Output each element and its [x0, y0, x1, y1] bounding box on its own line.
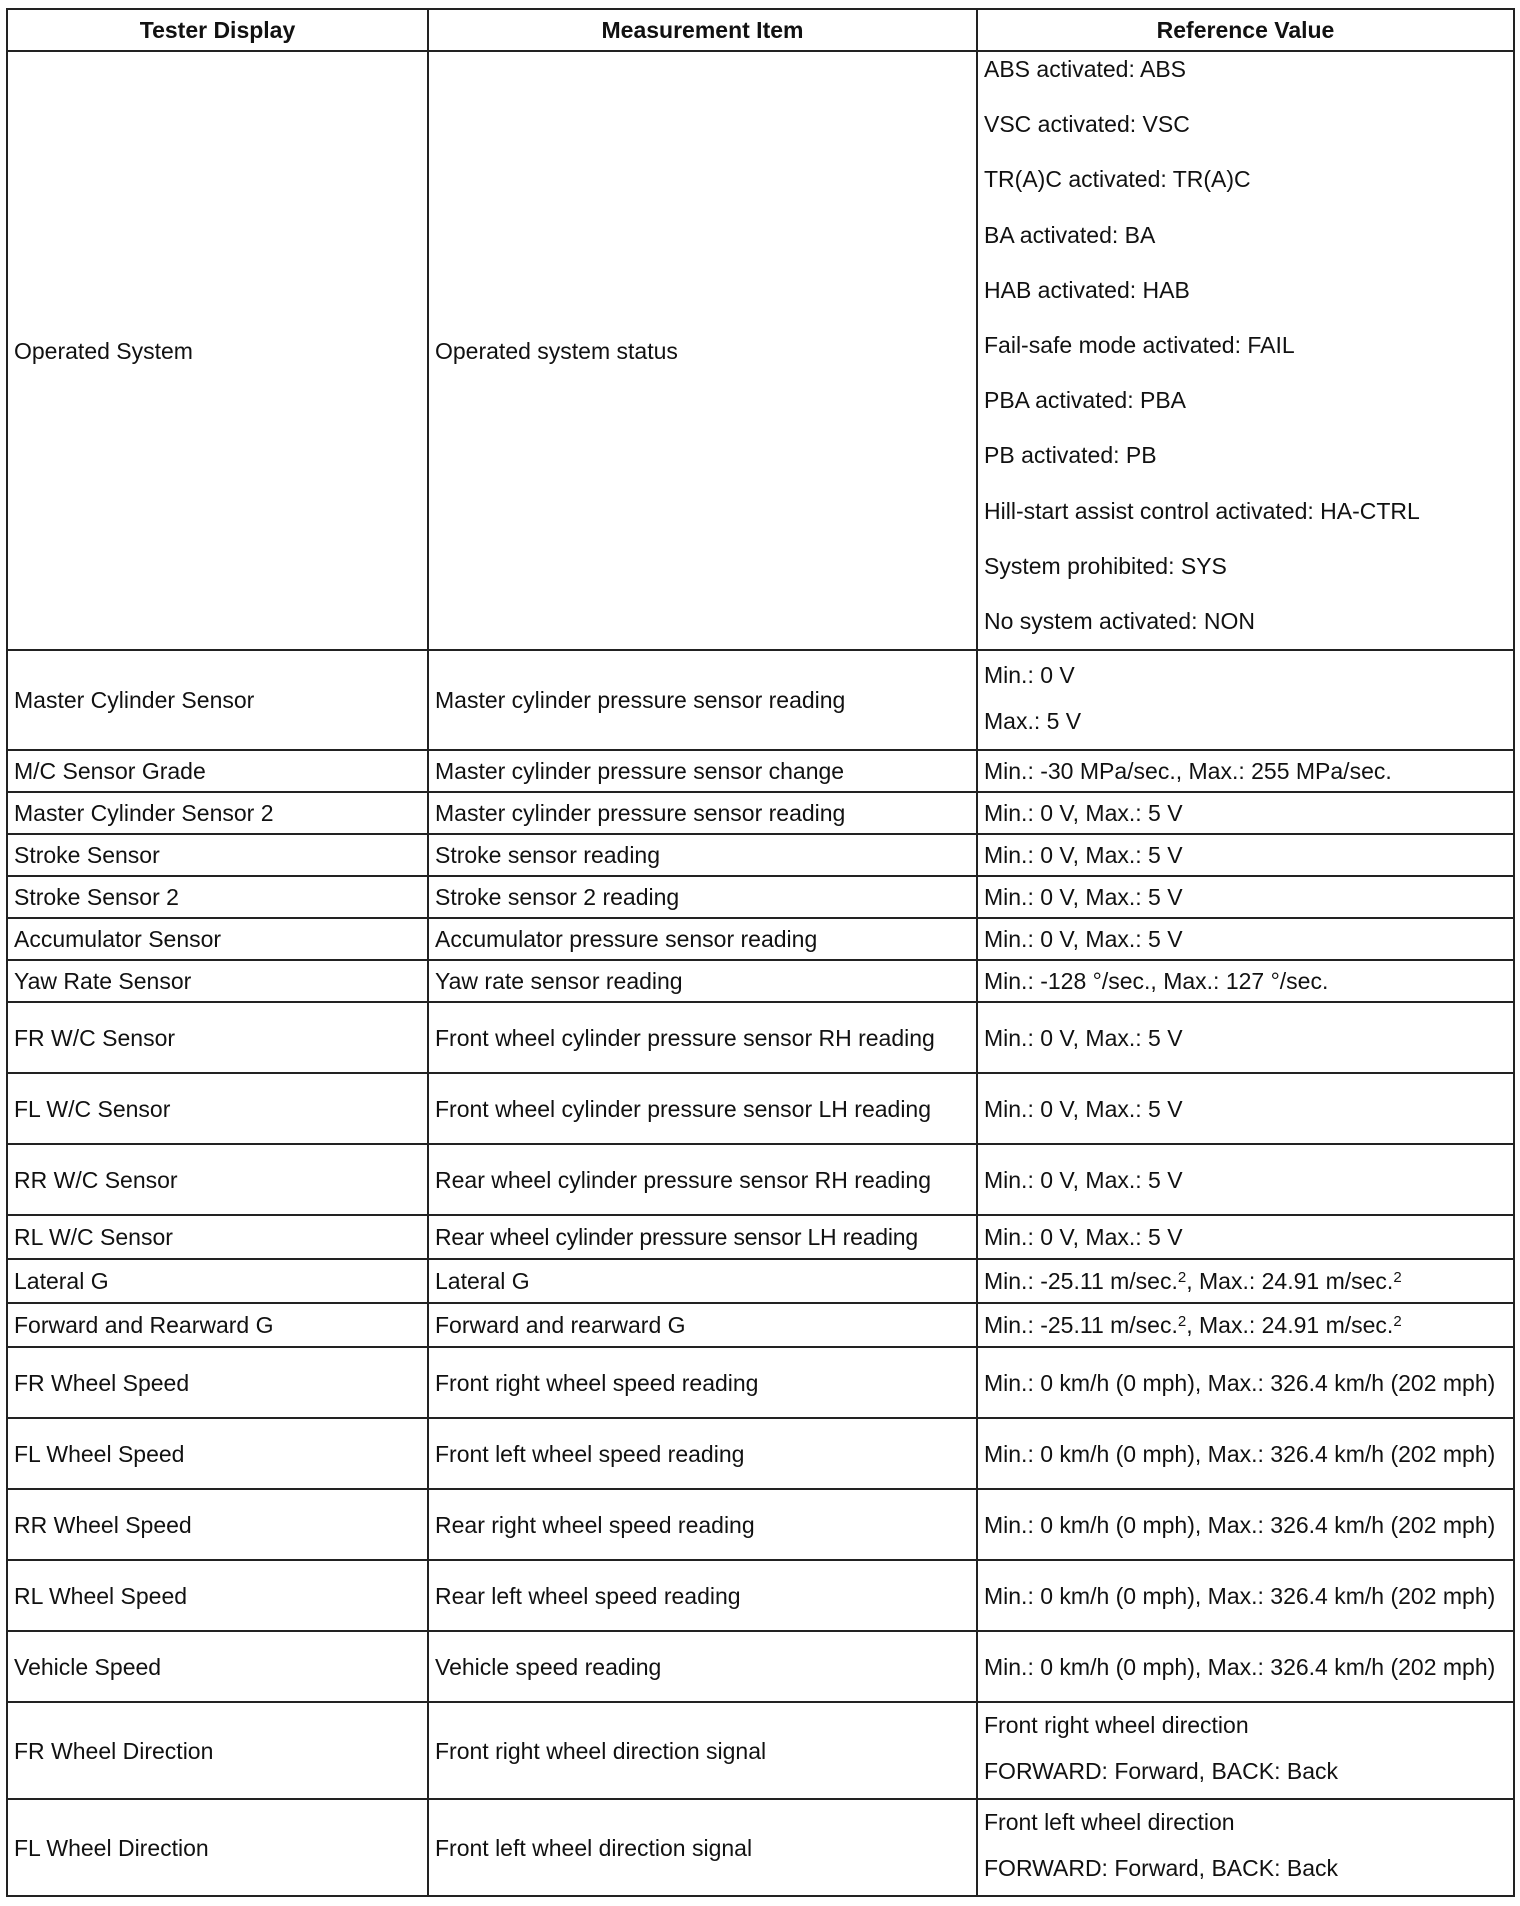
reference-value-cell: Min.: 0 V, Max.: 5 V — [977, 918, 1514, 960]
reference-value-line: ABS activated: ABS — [984, 56, 1187, 82]
reference-value-cell: Min.: 0 V, Max.: 5 V — [977, 792, 1514, 834]
tester-display-cell: RL Wheel Speed — [7, 1560, 428, 1631]
reference-value-cell: Min.: 0 V, Max.: 5 V — [977, 1215, 1514, 1259]
reference-value-cell — [977, 51, 1514, 650]
reference-value-list — [984, 1702, 1507, 1794]
reference-value-cell — [977, 1259, 1514, 1303]
table-row — [7, 960, 1514, 1002]
tester-display-cell: Forward and Rearward G — [7, 1303, 428, 1347]
measurement-item-cell: Master cylinder pressure sensor reading — [428, 792, 977, 834]
table-row — [7, 1347, 1514, 1418]
table-row — [7, 1073, 1514, 1144]
tester-display-cell: Vehicle Speed — [7, 1631, 428, 1702]
measurement-item-cell: Rear right wheel speed reading — [428, 1489, 977, 1560]
tester-display-cell: Stroke Sensor — [7, 834, 428, 876]
reference-value-list — [984, 652, 1507, 744]
reference-value-cell: Min.: 0 V, Max.: 5 V — [977, 1073, 1514, 1144]
table-row — [7, 1002, 1514, 1073]
reference-value-cell: Min.: 0 km/h (0 mph), Max.: 326.4 km/h (202 mph) — [977, 1418, 1514, 1489]
reference-value-cell: Min.: 0 V, Max.: 5 V — [977, 1144, 1514, 1215]
header-tester-display: Tester Display — [7, 9, 428, 51]
reference-value-list — [984, 42, 1507, 649]
tester-display-cell: Master Cylinder Sensor 2 — [7, 792, 428, 834]
table-row — [7, 876, 1514, 918]
table-row — [7, 1259, 1514, 1303]
reference-value-line: Hill-start assist control activated: HA-CTRL — [984, 497, 1420, 524]
measurement-item-cell: Front left wheel direction signal — [428, 1799, 977, 1896]
measurement-item-cell: Front right wheel speed reading — [428, 1347, 977, 1418]
superscript-exponent: 2 — [1393, 1269, 1402, 1287]
reference-value-cell — [977, 650, 1514, 750]
table-row — [7, 750, 1514, 792]
reference-value-cell: Min.: 0 km/h (0 mph), Max.: 326.4 km/h (202 mph) — [977, 1631, 1514, 1702]
reference-value-line: Front left wheel direction — [984, 1809, 1235, 1836]
reference-value-list — [984, 1799, 1507, 1891]
tester-display-cell: FR W/C Sensor — [7, 1002, 428, 1073]
measurement-item-cell: Front wheel cylinder pressure sensor LH reading — [428, 1073, 977, 1144]
header-reference-value: Reference Value — [977, 9, 1514, 51]
reference-value-cell: Min.: 0 V, Max.: 5 V — [977, 834, 1514, 876]
table-row — [7, 1215, 1514, 1259]
measurement-item-cell: Vehicle speed reading — [428, 1631, 977, 1702]
tester-display-cell: Operated System — [7, 51, 428, 650]
measurement-item-cell: Rear wheel cylinder pressure sensor RH reading — [428, 1144, 977, 1215]
table-row — [7, 1303, 1514, 1347]
reference-value-line: PB activated: PB — [984, 442, 1157, 469]
reference-value-cell — [977, 1702, 1514, 1799]
table-row — [7, 1560, 1514, 1631]
tester-display-cell: Stroke Sensor 2 — [7, 876, 428, 918]
reference-value-line: Max.: 5 V — [984, 707, 1082, 734]
reference-value-cell — [977, 1303, 1514, 1347]
measurement-item-cell: Forward and rearward G — [428, 1303, 977, 1347]
measurement-item-cell: Rear left wheel speed reading — [428, 1560, 977, 1631]
superscript-exponent: 2 — [1177, 1313, 1187, 1331]
reference-max: , Max.: 24.91 m/sec. — [1186, 1268, 1394, 1295]
measurement-item-cell: Front wheel cylinder pressure sensor RH reading — [428, 1002, 977, 1073]
tester-display-cell: FL Wheel Direction — [7, 1799, 428, 1896]
tester-display-cell: RL W/C Sensor — [7, 1215, 428, 1259]
measurement-item-cell: Stroke sensor 2 reading — [428, 876, 977, 918]
table-row — [7, 1799, 1514, 1896]
reference-value-line: System prohibited: SYS — [984, 552, 1227, 579]
reference-value-cell: Min.: 0 km/h (0 mph), Max.: 326.4 km/h (202 mph) — [977, 1560, 1514, 1631]
reference-value-line: Front right wheel direction — [984, 1712, 1249, 1739]
measurement-item-cell: Front left wheel speed reading — [428, 1418, 977, 1489]
reference-value-cell: Min.: -30 MPa/sec., Max.: 255 MPa/sec. — [977, 750, 1514, 792]
reference-value-line: VSC activated: VSC — [984, 111, 1190, 138]
measurement-item-cell: Lateral G — [428, 1259, 977, 1303]
table-row — [7, 650, 1514, 750]
tester-display-cell: RR Wheel Speed — [7, 1489, 428, 1560]
reference-value-line: No system activated: NON — [984, 607, 1255, 634]
reference-max: , Max.: 24.91 m/sec. — [1186, 1312, 1394, 1339]
measurement-item-cell: Yaw rate sensor reading — [428, 960, 977, 1002]
tester-display-cell: Accumulator Sensor — [7, 918, 428, 960]
measurement-item-cell: Rear wheel cylinder pressure sensor LH reading — [428, 1215, 977, 1259]
measurement-item-cell: Master cylinder pressure sensor change — [428, 750, 977, 792]
data-list-sheet — [6, 8, 1513, 1897]
header-measurement-item: Measurement Item — [428, 9, 977, 51]
superscript-exponent: 2 — [1393, 1313, 1402, 1331]
table-row — [7, 1702, 1514, 1799]
measurement-item-cell: Operated system status — [428, 51, 977, 650]
reference-value-cell: Min.: -128 °/sec., Max.: 127 °/sec. — [977, 960, 1514, 1002]
table-row — [7, 51, 1514, 650]
tester-display-cell: Yaw Rate Sensor — [7, 960, 428, 1002]
tester-display-cell: Master Cylinder Sensor — [7, 650, 428, 750]
reference-value-line: FORWARD: Forward, BACK: Back — [984, 1758, 1339, 1785]
reference-min: Min.: -25.11 m/sec. — [984, 1268, 1178, 1295]
reference-value-line: PBA activated: PBA — [984, 387, 1187, 414]
table-row — [7, 834, 1514, 876]
reference-value-line: BA activated: BA — [984, 221, 1156, 248]
measurement-item-cell: Stroke sensor reading — [428, 834, 977, 876]
measurement-item-cell: Accumulator pressure sensor reading — [428, 918, 977, 960]
tester-display-cell: Lateral G — [7, 1259, 428, 1303]
table-row — [7, 1489, 1514, 1560]
tester-display-cell: RR W/C Sensor — [7, 1144, 428, 1215]
reference-value-cell: Min.: 0 V, Max.: 5 V — [977, 876, 1514, 918]
reference-value-cell — [977, 1799, 1514, 1896]
measurement-item-cell: Master cylinder pressure sensor reading — [428, 650, 977, 750]
data-list-table — [6, 8, 1515, 1897]
table-row — [7, 918, 1514, 960]
tester-display-cell: FL Wheel Speed — [7, 1418, 428, 1489]
table-row — [7, 1144, 1514, 1215]
reference-value-cell: Min.: 0 km/h (0 mph), Max.: 326.4 km/h (202 mph) — [977, 1347, 1514, 1418]
reference-value-cell: Min.: 0 V, Max.: 5 V — [977, 1002, 1514, 1073]
reference-min: Min.: -25.11 m/sec. — [984, 1312, 1178, 1339]
table-row — [7, 792, 1514, 834]
superscript-exponent: 2 — [1177, 1269, 1187, 1287]
measurement-item-cell: Front right wheel direction signal — [428, 1702, 977, 1799]
reference-value-line: Min.: 0 V — [984, 661, 1075, 688]
tester-display-cell: FR Wheel Speed — [7, 1347, 428, 1418]
reference-value-line: Fail-safe mode activated: FAIL — [984, 331, 1295, 358]
reference-value-line: FORWARD: Forward, BACK: Back — [984, 1855, 1339, 1882]
table-row — [7, 1631, 1514, 1702]
tester-display-cell: M/C Sensor Grade — [7, 750, 428, 792]
tester-display-cell: FL W/C Sensor — [7, 1073, 428, 1144]
reference-value-line: HAB activated: HAB — [984, 276, 1190, 303]
tester-display-cell: FR Wheel Direction — [7, 1702, 428, 1799]
reference-value-cell: Min.: 0 km/h (0 mph), Max.: 326.4 km/h (202 mph) — [977, 1489, 1514, 1560]
reference-value-line: TR(A)C activated: TR(A)C — [984, 166, 1251, 193]
table-row — [7, 1418, 1514, 1489]
